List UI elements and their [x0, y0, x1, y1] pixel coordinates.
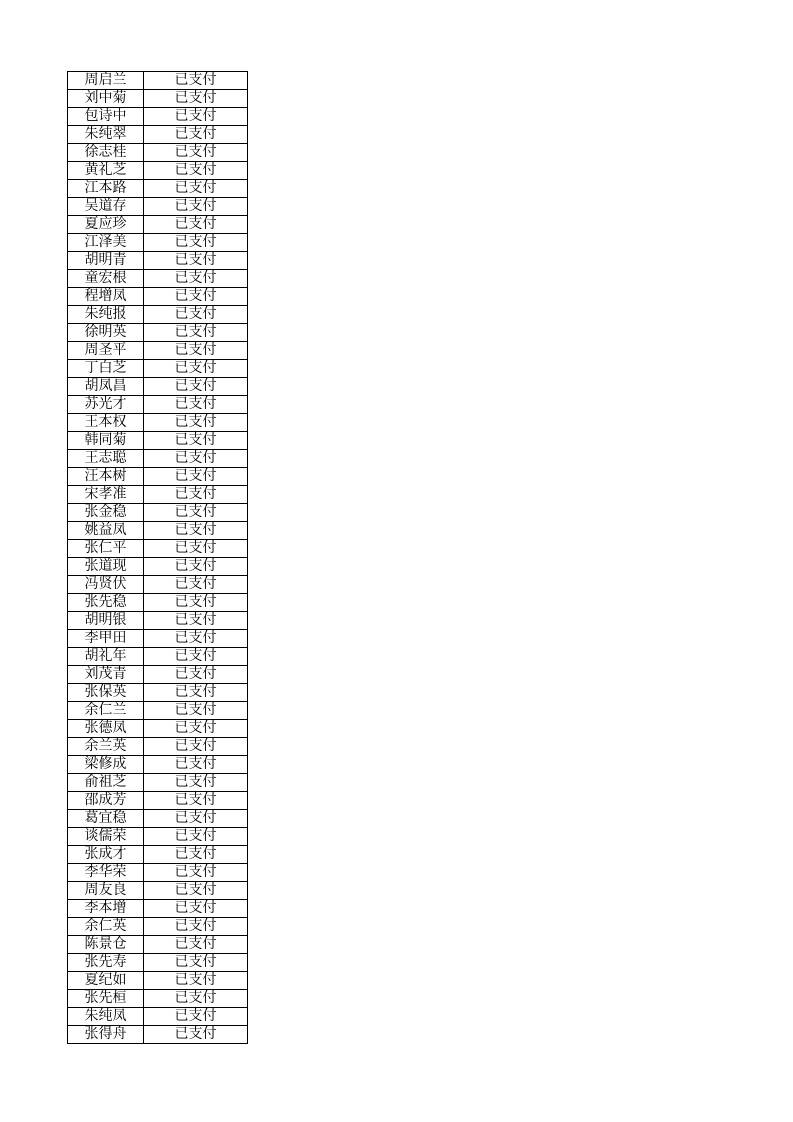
name-cell: 余仁英: [68, 918, 144, 936]
name-cell: 张得舟: [68, 1026, 144, 1044]
name-cell: 周圣平: [68, 342, 144, 360]
payment-status-cell: 已支付: [144, 216, 248, 234]
payment-status-cell: 已支付: [144, 432, 248, 450]
name-cell: 梁修成: [68, 756, 144, 774]
table-row: [68, 396, 248, 414]
name-cell: 江本路: [68, 180, 144, 198]
name-cell: 冯贤伏: [68, 576, 144, 594]
payment-status-cell: 已支付: [144, 648, 248, 666]
name-cell: 姚益凤: [68, 522, 144, 540]
payment-status-cell: 已支付: [144, 990, 248, 1008]
table-row: [68, 360, 248, 378]
table-row: [68, 414, 248, 432]
payment-status-cell: 已支付: [144, 846, 248, 864]
name-cell: 朱纯凤: [68, 1008, 144, 1026]
name-cell: 王志聪: [68, 450, 144, 468]
name-cell: 张先稳: [68, 594, 144, 612]
name-cell: 黄礼芝: [68, 162, 144, 180]
table-row: [68, 666, 248, 684]
name-cell: 张先寿: [68, 954, 144, 972]
name-cell: 刘茂青: [68, 666, 144, 684]
table-row: [68, 630, 248, 648]
payment-status-cell: 已支付: [144, 900, 248, 918]
payment-status-cell: 已支付: [144, 720, 248, 738]
table-row: [68, 990, 248, 1008]
table-row: [68, 576, 248, 594]
table-row: [68, 468, 248, 486]
payment-status-cell: 已支付: [144, 342, 248, 360]
table-row: [68, 342, 248, 360]
name-cell: 胡明青: [68, 252, 144, 270]
payment-status-cell: 已支付: [144, 288, 248, 306]
table-row: [68, 1026, 248, 1044]
payment-status-cell: 已支付: [144, 108, 248, 126]
payment-status-cell: 已支付: [144, 252, 248, 270]
name-cell: 陈景仓: [68, 936, 144, 954]
table-row: [68, 1008, 248, 1026]
name-cell: 夏应珍: [68, 216, 144, 234]
payment-status-cell: 已支付: [144, 324, 248, 342]
table-row: [68, 162, 248, 180]
table-row: [68, 378, 248, 396]
name-cell: 周友良: [68, 882, 144, 900]
payment-status-cell: 已支付: [144, 486, 248, 504]
table-row: [68, 792, 248, 810]
table-row: [68, 846, 248, 864]
name-cell: 丁白芝: [68, 360, 144, 378]
payment-status-cell: 已支付: [144, 954, 248, 972]
payment-status-cell: 已支付: [144, 738, 248, 756]
payment-status-cell: 已支付: [144, 306, 248, 324]
name-cell: 张成才: [68, 846, 144, 864]
table-row: [68, 702, 248, 720]
payment-status-cell: 已支付: [144, 234, 248, 252]
payment-status-cell: 已支付: [144, 558, 248, 576]
name-cell: 谈儒荣: [68, 828, 144, 846]
table-row: [68, 828, 248, 846]
table-row: [68, 684, 248, 702]
table-row: [68, 882, 248, 900]
payment-status-cell: 已支付: [144, 522, 248, 540]
payment-status-cell: 已支付: [144, 936, 248, 954]
table-row: [68, 738, 248, 756]
payment-status-cell: 已支付: [144, 792, 248, 810]
table-row: [68, 594, 248, 612]
name-cell: 周启兰: [68, 72, 144, 90]
name-cell: 程增凤: [68, 288, 144, 306]
table-row: [68, 270, 248, 288]
name-cell: 童宏根: [68, 270, 144, 288]
name-cell: 胡礼年: [68, 648, 144, 666]
name-cell: 李本增: [68, 900, 144, 918]
table-row: [68, 486, 248, 504]
name-cell: 汪本树: [68, 468, 144, 486]
table-row: [68, 936, 248, 954]
payment-status-cell: 已支付: [144, 918, 248, 936]
payment-status-cell: 已支付: [144, 270, 248, 288]
table-row: [68, 108, 248, 126]
table-row: [68, 756, 248, 774]
payment-status-cell: 已支付: [144, 702, 248, 720]
table-row: [68, 72, 248, 90]
name-cell: 刘中菊: [68, 90, 144, 108]
name-cell: 张先桓: [68, 990, 144, 1008]
table-row: [68, 288, 248, 306]
payment-table: [67, 71, 248, 1044]
payment-status-cell: 已支付: [144, 594, 248, 612]
payment-status-cell: 已支付: [144, 576, 248, 594]
table-row: [68, 774, 248, 792]
payment-status-cell: 已支付: [144, 1008, 248, 1026]
name-cell: 葛宜稳: [68, 810, 144, 828]
name-cell: 张保英: [68, 684, 144, 702]
name-cell: 张金稳: [68, 504, 144, 522]
table-row: [68, 900, 248, 918]
table-row: [68, 810, 248, 828]
name-cell: 徐明英: [68, 324, 144, 342]
table-row: [68, 306, 248, 324]
table-row: [68, 648, 248, 666]
payment-status-cell: 已支付: [144, 450, 248, 468]
name-cell: 胡明银: [68, 612, 144, 630]
payment-status-cell: 已支付: [144, 162, 248, 180]
name-cell: 余兰英: [68, 738, 144, 756]
table-row: [68, 522, 248, 540]
table-row: [68, 720, 248, 738]
name-cell: 李甲田: [68, 630, 144, 648]
payment-status-cell: 已支付: [144, 90, 248, 108]
name-cell: 胡凤昌: [68, 378, 144, 396]
table-row: [68, 324, 248, 342]
table-row: [68, 432, 248, 450]
table-row: [68, 612, 248, 630]
table-row: [68, 198, 248, 216]
payment-status-cell: 已支付: [144, 1026, 248, 1044]
payment-status-cell: 已支付: [144, 972, 248, 990]
payment-status-cell: 已支付: [144, 684, 248, 702]
name-cell: 张道现: [68, 558, 144, 576]
name-cell: 俞祖芝: [68, 774, 144, 792]
table-row: [68, 216, 248, 234]
payment-table-body: [68, 72, 248, 1044]
name-cell: 包诗中: [68, 108, 144, 126]
payment-status-cell: 已支付: [144, 504, 248, 522]
name-cell: 张德凤: [68, 720, 144, 738]
table-row: [68, 180, 248, 198]
table-row: [68, 972, 248, 990]
payment-status-cell: 已支付: [144, 198, 248, 216]
name-cell: 李华荣: [68, 864, 144, 882]
payment-status-cell: 已支付: [144, 396, 248, 414]
table-row: [68, 504, 248, 522]
table-row: [68, 918, 248, 936]
payment-status-cell: 已支付: [144, 810, 248, 828]
name-cell: 徐志桂: [68, 144, 144, 162]
payment-status-cell: 已支付: [144, 828, 248, 846]
payment-status-cell: 已支付: [144, 144, 248, 162]
name-cell: 余仁兰: [68, 702, 144, 720]
table-row: [68, 234, 248, 252]
payment-status-cell: 已支付: [144, 882, 248, 900]
payment-status-cell: 已支付: [144, 180, 248, 198]
name-cell: 邵成芳: [68, 792, 144, 810]
table-row: [68, 540, 248, 558]
table-row: [68, 126, 248, 144]
name-cell: 夏纪如: [68, 972, 144, 990]
payment-status-cell: 已支付: [144, 72, 248, 90]
payment-status-cell: 已支付: [144, 378, 248, 396]
name-cell: 吴道存: [68, 198, 144, 216]
name-cell: 江泽美: [68, 234, 144, 252]
table-row: [68, 450, 248, 468]
name-cell: 朱纯报: [68, 306, 144, 324]
name-cell: 苏光才: [68, 396, 144, 414]
name-cell: 韩同菊: [68, 432, 144, 450]
payment-status-cell: 已支付: [144, 126, 248, 144]
payment-status-cell: 已支付: [144, 774, 248, 792]
payment-status-cell: 已支付: [144, 864, 248, 882]
payment-status-cell: 已支付: [144, 414, 248, 432]
name-cell: 朱纯翠: [68, 126, 144, 144]
table-row: [68, 558, 248, 576]
table-row: [68, 252, 248, 270]
table-row: [68, 954, 248, 972]
payment-status-cell: 已支付: [144, 666, 248, 684]
name-cell: 王本权: [68, 414, 144, 432]
name-cell: 张仁平: [68, 540, 144, 558]
payment-status-cell: 已支付: [144, 756, 248, 774]
payment-status-cell: 已支付: [144, 468, 248, 486]
name-cell: 宋孝准: [68, 486, 144, 504]
table-row: [68, 144, 248, 162]
payment-status-cell: 已支付: [144, 360, 248, 378]
table-row: [68, 864, 248, 882]
payment-status-cell: 已支付: [144, 612, 248, 630]
payment-status-cell: 已支付: [144, 630, 248, 648]
payment-status-cell: 已支付: [144, 540, 248, 558]
table-row: [68, 90, 248, 108]
